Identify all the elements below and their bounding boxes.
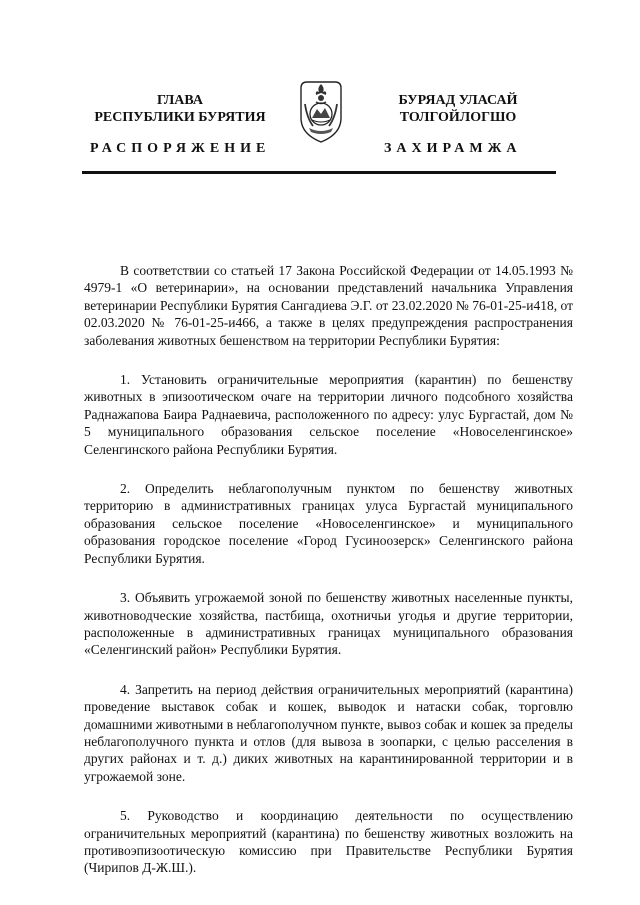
header-left-line2: РЕСПУБЛИКИ БУРЯТИЯ — [94, 110, 266, 125]
paragraph-item-4: 4. Запретить на период действия ограничительных мероприятий (карантина) проведение выставок собак и кошек, выводок и натаски собак, торговлю домашними животными в неблагополучном пункте, вывоз собак и кошек за пределы неблагополучного пункта и отлов (для вывоза в зоопарки, с целью расселения в других районах и т. д.) диких животных на карантинированной территории и в угрожаемой зоне. — [84, 681, 573, 784]
header-right-line2: ТОЛГОЙЛОГШО — [399, 110, 517, 125]
header-right — [368, 92, 548, 126]
header-left-line1: ГЛАВА — [157, 93, 203, 108]
header-left — [80, 92, 280, 126]
paragraph-item-1: 1. Установить ограничительные мероприятия (карантин) по бешенству животных в эпизоотическом очаге на территории личного подсобного хозяйства Раднажапова Баира Раднаевича, расположенного по адресу: улус Бургастай, дом № 5 муниципального образования сельское поселение «Новоселенгинское» Селенгинского района Республики Бурятия. — [84, 372, 573, 457]
document-type-title-ru: РАСПОРЯЖЕНИЕ — [90, 141, 271, 156]
soyombo-emblem-icon — [297, 78, 345, 144]
header-divider — [82, 171, 556, 174]
paragraph-preamble: В соответствии со статьей 17 Закона Российской Федерации от 14.05.1993 № 4979-1 «О ветеринарии», на основании представлений начальника Управления ветеринарии Республики Бурятия Сангадиева Э.Г. от 23.02.2020 № 76-01-25-и418, от 02.03.2020 № 76-01-25-и466, а также в целях предупреждения распространения заболевания животных бешенством на территории Республики Бурятия: — [84, 263, 573, 348]
paragraph-item-2: 2. Определить неблагополучным пунктом по бешенству животных территорию в административных границах улуса Бургастай муниципального образования сельское поселение «Новоселенгинское» и муниципального образования городское поселение «Город Гусиноозерск» Селенгинского района Республики Бурятия. — [84, 481, 573, 566]
paragraph-item-3: 3. Объявить угрожаемой зоной по бешенству животных населенные пункты, животноводческие хозяйства, пастбища, охотничьи угодья и другие территории, расположенные в административных границах муниципального образования «Селенгинский район» Республики Бурятия. — [84, 590, 573, 658]
paragraph-item-5: 5. Руководство и координацию деятельности по осуществлению ограничительных мероприятий (карантина) по бешенству животных возложить на противоэпизоотическую комиссию при Правительстве Республики Бурятия (Чирипов Д-Ж.Ш.). — [84, 808, 573, 876]
document-type-title-bua: ЗАХИРАМЖА — [384, 141, 522, 156]
header-right-line1: БУРЯАД УЛАСАЙ — [398, 93, 518, 108]
document-body — [84, 262, 573, 899]
